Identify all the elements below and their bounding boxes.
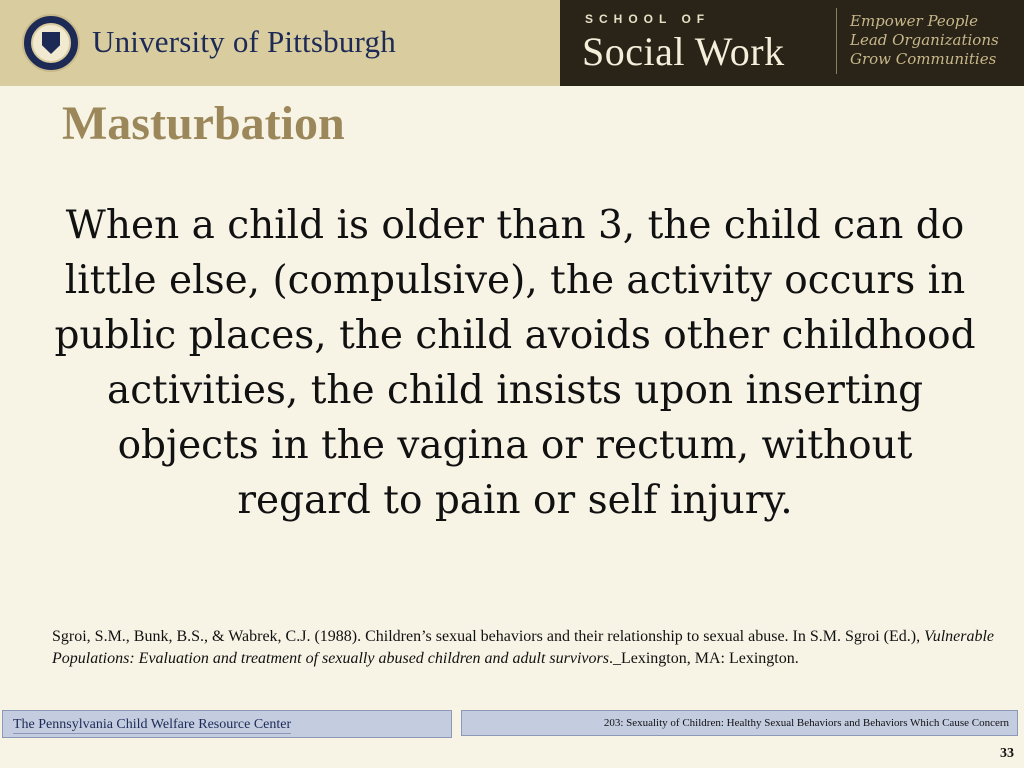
university-seal-icon xyxy=(22,14,80,72)
motto-line: Grow Communities xyxy=(850,50,997,68)
citation-publisher: ._Lexington, MA: Lexington. xyxy=(608,650,799,667)
page-number: 33 xyxy=(1000,746,1014,761)
footer-course-title: 203: Sexuality of Children: Healthy Sexual Behaviors and Behaviors Which Cause Concern xyxy=(461,710,1018,736)
university-banner xyxy=(0,0,560,86)
motto-line: Lead Organizations xyxy=(850,31,999,49)
citation-text: Sgroi, S.M., Bunk, B.S., & Wabrek, C.J. (1988). Children’s sexual behaviors and their relationship to sexual abuse. In S.M. Sgroi (Ed.), xyxy=(52,628,925,645)
citation-book-title: Vulnerable Populations: Evaluation and treatment of sexually abused children and adult survivors xyxy=(52,628,995,667)
motto-line: Empower People xyxy=(850,12,979,30)
footer-organization xyxy=(2,710,452,738)
slide-title: Masturbation xyxy=(62,97,345,150)
citation xyxy=(52,626,1002,670)
banner-divider xyxy=(836,8,837,74)
slide-body: When a child is older than 3, the child can do little else, (compulsive), the activity occurs in public places, the child avoids other childhood activities, the child insists upon inserting objects in the vagina or rectum, without regard to pain or self injury. xyxy=(54,203,976,523)
school-name: Social Work xyxy=(582,29,785,74)
school-banner xyxy=(560,0,1024,86)
header-banner xyxy=(0,0,1024,86)
school-motto xyxy=(850,12,999,69)
footer-organization-label: The Pennsylvania Child Welfare Resource Center xyxy=(13,717,292,732)
school-small-label: SCHOOL OF xyxy=(585,12,711,26)
university-name: University of Pittsburgh xyxy=(92,24,396,59)
